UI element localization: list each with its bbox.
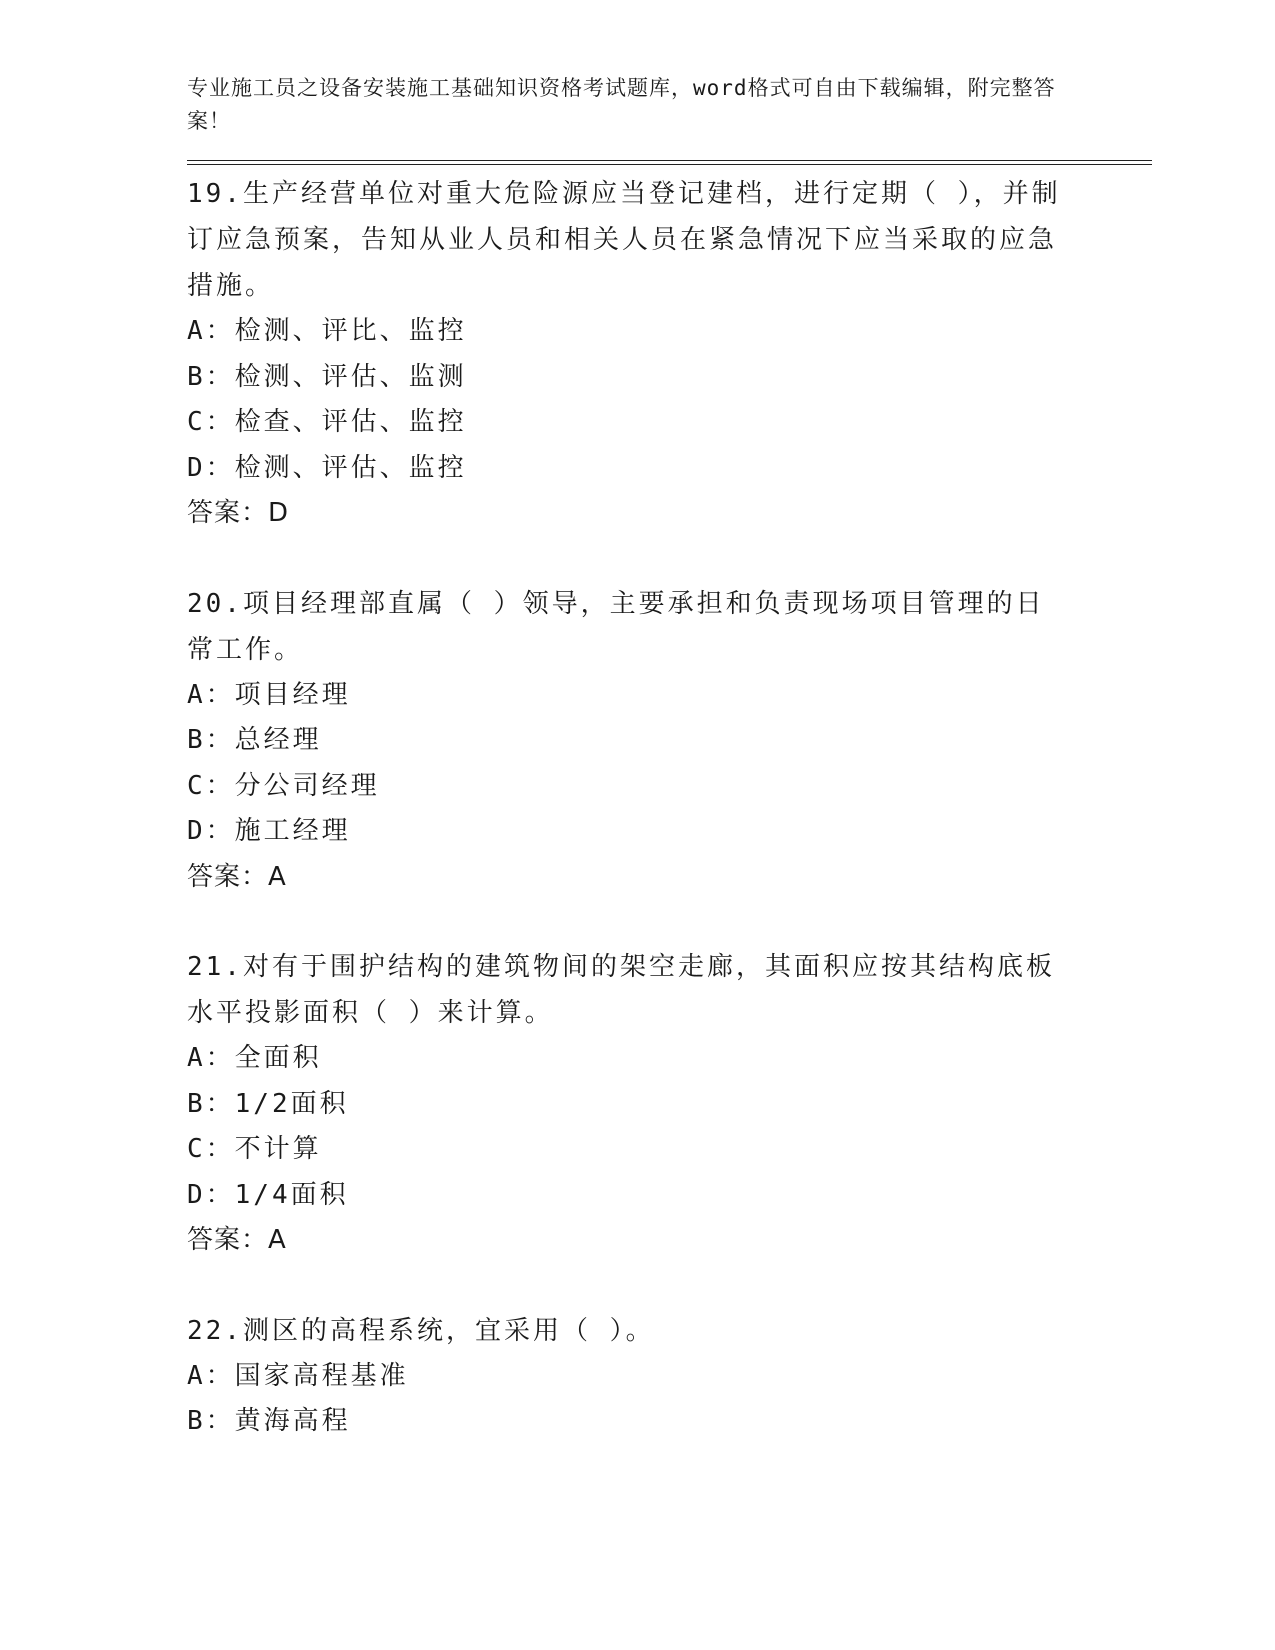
header-rule-bottom [187,164,1152,165]
option-d: D：1/4面积 [187,1179,349,1210]
option-b: B：1/2面积 [187,1088,349,1119]
option-a: A：国家高程基准 [187,1360,409,1391]
answer-line: 答案：A [187,861,287,892]
question-stem: 21.对有于围护结构的建筑物间的架空走廊，其面积应按其结构底板水平投影面积（ ）来计算。 [187,952,1055,1028]
option-b: B：黄海高程 [187,1406,351,1436]
header-rule-top [187,160,1152,161]
answer-line: 答案：A [187,1225,287,1255]
option-a: A：全面积 [187,1043,322,1073]
option-a: A：项目经理 [187,679,351,710]
option-d: D：施工经理 [187,816,351,846]
option-c: C：分公司经理 [187,770,380,801]
question-20 [187,581,1152,901]
question-stem: 20.项目经理部直属（ ）领导，主要承担和负责现场项目管理的日常工作。 [187,588,1045,665]
option-b: B：检测、评估、监测 [187,361,467,392]
question-19 [187,171,1152,537]
document-page [187,72,1152,1489]
option-b: B：总经理 [187,725,322,755]
question-list [187,171,1152,1445]
question-22 [187,1308,1152,1445]
option-d: D：检测、评估、监控 [187,452,467,483]
question-stem: 22.测区的高程系统，宜采用（ ）。 [187,1315,655,1346]
header-divider [187,160,1152,165]
option-c: C：检查、评估、监控 [187,407,467,437]
document-header-title: 专业施工员之设备安装施工基础知识资格考试题库，word格式可自由下载编辑，附完整答案！ [187,76,1056,133]
option-a: A：检测、评比、监控 [187,316,467,346]
answer-line: 答案：D [187,498,290,528]
question-21 [187,944,1152,1264]
question-stem: 19.生产经营单位对重大危险源应当登记建档，进行定期（ ），并制订应急预案，告知从业人员和相关人员在紧急情况下应当采取的应急措施。 [187,179,1061,301]
option-c: C：不计算 [187,1134,322,1164]
